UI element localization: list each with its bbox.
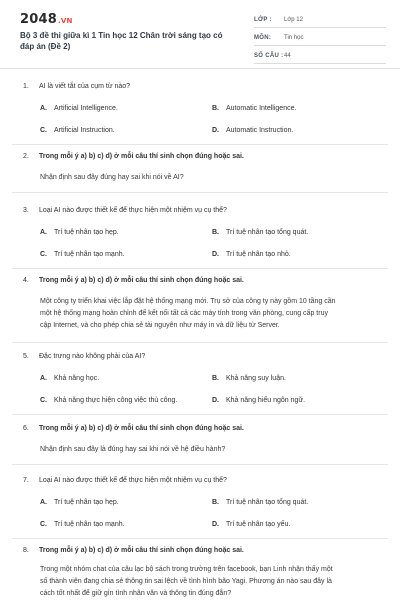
option-text: Trí tuệ nhân tạo hẹp. (54, 499, 119, 506)
option-text: Automatic Intelligence. (226, 105, 297, 112)
option-letter: C. (40, 127, 47, 134)
paragraph-line: số thành viên đang chia sẻ thông tin sai lệch về tình hình bão Yagi. Phương án nào sau đây là (40, 578, 332, 585)
option-b[interactable] (212, 498, 308, 508)
question-count-label: SỐ CÂU : (254, 53, 284, 59)
option-letter: A. (40, 105, 47, 112)
option-letter: D. (212, 251, 219, 258)
option-a[interactable] (40, 498, 119, 508)
divider (12, 464, 388, 465)
divider (12, 538, 388, 539)
option-letter: D. (212, 127, 219, 134)
option-text: Trí tuệ nhân tạo hẹp. (54, 229, 119, 236)
option-letter: C. (40, 397, 47, 404)
option-b[interactable] (212, 104, 296, 114)
question-header (23, 152, 383, 162)
option-letter: B. (212, 229, 219, 236)
paragraph-line: Trong một nhóm chat của câu lạc bộ sách trong trường trên facebook, bạn Linh nhận thấy một (40, 566, 333, 573)
document-title: Bộ 3 đề thi giữa kì 1 Tin học 12 Chân trời sáng tạo có đáp án (Đề 2) (20, 31, 223, 51)
question-text: Đặc trưng nào không phải của AI? (39, 353, 146, 360)
option-b[interactable] (212, 374, 286, 384)
question-number: 3. (23, 207, 29, 214)
option-a[interactable] (40, 104, 118, 114)
logo-suffix: .VN (57, 17, 73, 25)
option-text: Artificial Instruction. (54, 127, 115, 134)
option-c[interactable] (40, 396, 177, 406)
option-d[interactable] (212, 396, 305, 406)
question-text: Loại AI nào được thiết kế để thực hiện một nhiệm vụ cụ thể? (39, 477, 227, 484)
question-number: 8. (23, 547, 29, 554)
option-text: Trí tuệ nhân tạo mạnh. (54, 521, 125, 528)
question-text: AI là viết tắt của cụm từ nào? (39, 83, 131, 90)
question-header (23, 352, 383, 362)
option-letter: B. (212, 105, 219, 112)
divider (12, 342, 388, 343)
option-letter: D. (212, 397, 219, 404)
option-text: Artificial Intelligence. (54, 105, 118, 112)
option-b[interactable] (212, 228, 308, 238)
option-c[interactable] (40, 520, 125, 530)
exam-meta (254, 13, 386, 67)
divider (12, 144, 388, 145)
paragraph-line: cập Internet, và cho phép chia sẻ tài nguyên như máy in và dữ liệu từ Server. (40, 322, 280, 329)
question-header (23, 424, 383, 434)
paragraph-line: một hệ thống mạng hoàn chỉnh để kết nối tất cả các máy tính trong văn phòng, cung cấp truy (40, 310, 328, 317)
question-number: 7. (23, 477, 29, 484)
question-paragraph (40, 564, 380, 600)
question-number: 2. (23, 153, 29, 160)
option-d[interactable] (212, 250, 291, 260)
question-header (23, 206, 383, 216)
option-letter: B. (212, 499, 219, 506)
question-header (23, 82, 383, 92)
question-number: 4. (23, 277, 29, 284)
question-paragraph (40, 296, 380, 332)
option-text: Trí tuệ nhân tạo tổng quát. (226, 229, 309, 236)
logo-main: 2048 (20, 12, 57, 27)
question-paragraph: Nhận định sau đây đúng hay sai khi nói về AI? (40, 174, 184, 181)
class-label: LỚP : (254, 17, 272, 23)
meta-row-count (254, 49, 386, 64)
divider (12, 414, 388, 415)
question-count-value: 44 (284, 53, 291, 59)
paragraph-line: cách tốt nhất để giữ gìn tình nhân văn và thông tin đúng đắn? (40, 590, 232, 597)
option-a[interactable] (40, 228, 119, 238)
question-header (23, 546, 383, 556)
option-letter: A. (40, 499, 47, 506)
option-letter: C. (40, 521, 47, 528)
option-text: Trí tuệ nhân tạo nhỏ. (226, 251, 291, 258)
divider (12, 268, 388, 269)
option-text: Khả năng học. (54, 375, 100, 382)
option-d[interactable] (212, 126, 293, 136)
option-letter: B. (212, 375, 219, 382)
subject-value: Tin học (284, 35, 304, 41)
option-text: Khả năng thực hiện công việc thủ công. (54, 397, 178, 404)
question-number: 6. (23, 425, 29, 432)
option-letter: D. (212, 521, 219, 528)
meta-row-class (254, 13, 386, 28)
question-paragraph: Nhận định sau đây là đúng hay sai khi nói về hệ điều hành? (40, 446, 226, 453)
option-c[interactable] (40, 126, 115, 136)
question-number: 1. (23, 83, 29, 90)
paragraph-line: Một công ty triển khai việc lắp đặt hệ thống mạng mới. Trụ sở của công ty này gồm 10 tầng cần (40, 298, 336, 305)
option-text: Khả năng suy luận. (226, 375, 286, 382)
option-text: Automatic Instruction. (226, 127, 294, 134)
question-text: Trong mỗi ý a) b) c) d) ở mỗi câu thí sinh chọn đúng hoặc sai. (39, 153, 244, 160)
site-logo[interactable] (20, 12, 73, 27)
option-text: Khả năng hiểu ngôn ngữ. (226, 397, 306, 404)
option-letter: C. (40, 251, 47, 258)
class-value: Lớp 12 (284, 17, 303, 23)
option-d[interactable] (212, 520, 290, 530)
question-text: Trong mỗi ý a) b) c) d) ở mỗi câu thí sinh chọn đúng hoặc sai. (39, 425, 244, 432)
subject-label: MÔN: (254, 35, 272, 41)
option-letter: A. (40, 229, 47, 236)
question-header (23, 476, 383, 486)
option-text: Trí tuệ nhân tạo mạnh. (54, 251, 125, 258)
option-text: Trí tuệ nhân tạo yếu. (226, 521, 291, 528)
question-text: Trong mỗi ý a) b) c) d) ở mỗi câu thí sinh chọn đúng hoặc sai. (39, 547, 244, 554)
question-text: Loại AI nào được thiết kế để thực hiện một nhiệm vụ cụ thể? (39, 207, 227, 214)
option-letter: A. (40, 375, 47, 382)
option-a[interactable] (40, 374, 99, 384)
meta-row-subject (254, 31, 386, 46)
question-header (23, 276, 383, 286)
question-text: Trong mỗi ý a) b) c) d) ở mỗi câu thí sinh chọn đúng hoặc sai. (39, 277, 244, 284)
option-text: Trí tuệ nhân tạo tổng quát. (226, 499, 309, 506)
divider (12, 192, 388, 193)
question-number: 5. (23, 353, 29, 360)
page-header (0, 0, 400, 69)
option-c[interactable] (40, 250, 125, 260)
